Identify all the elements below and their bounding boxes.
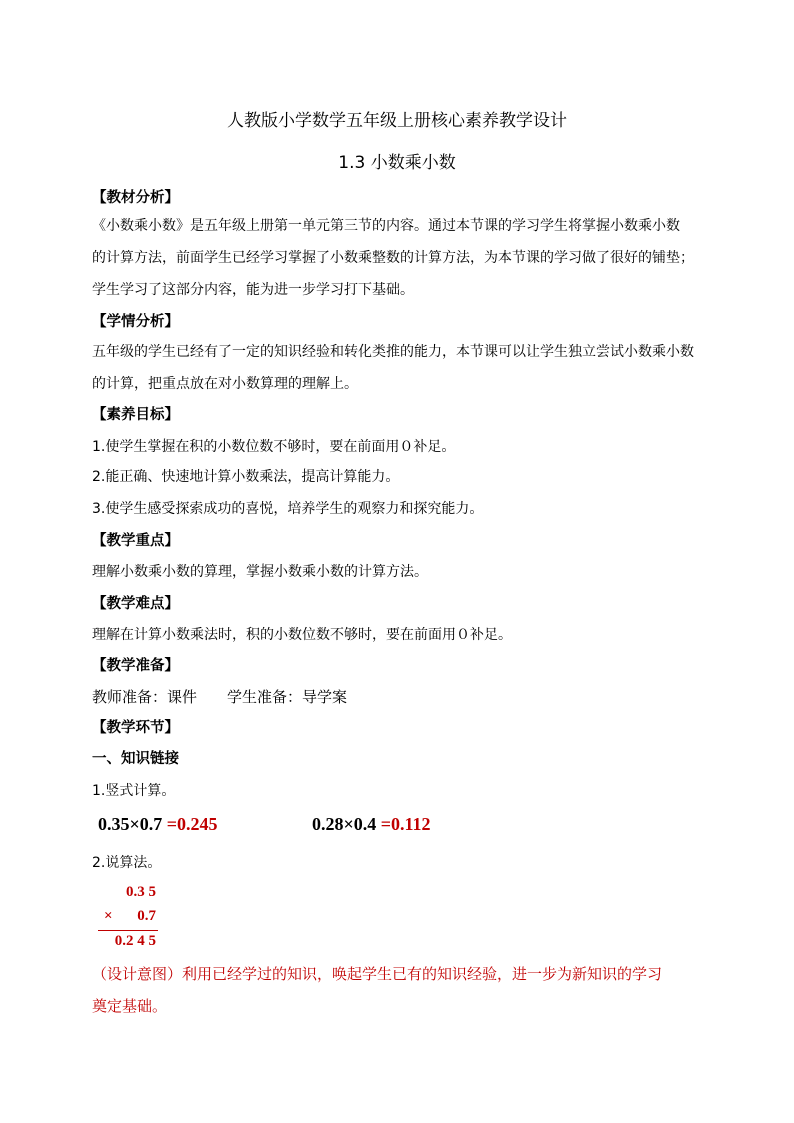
paragraph-textbook-analysis <box>92 210 708 306</box>
vertical-rule <box>98 930 158 931</box>
part1-title: 一、知识链接 <box>92 751 179 767</box>
heading-key-points: 【教学重点】 <box>92 533 179 549</box>
calculation-expression: 0.35×0.7 <box>98 814 167 834</box>
text-line: 《小数乘小数》是五年级上册第一单元第三节的内容。通过本节课的学习学生将掌握小数乘小数 <box>92 218 680 234</box>
vertical-multiplier: 0.7 <box>137 908 156 924</box>
heading-literacy-goals: 【素养目标】 <box>92 407 179 423</box>
difficulties-text: 理解在计算小数乘法时，积的小数位数不够时，要在前面用０补足。 <box>92 627 512 643</box>
heading-difficulties: 【教学难点】 <box>92 596 179 612</box>
design-intent <box>92 958 708 1022</box>
heading-preparation: 【教学准备】 <box>92 658 179 674</box>
text-line: （设计意图）利用已经学过的知识，唤起学生已有的知识经验，进一步为新知识的学习 <box>92 965 663 983</box>
step1-label: 1.竖式计算。 <box>92 783 176 799</box>
heading-teaching-process: 【教学环节】 <box>92 720 179 736</box>
calculation-1 <box>98 814 218 835</box>
document-title: 人教版小学数学五年级上册核心素养教学设计 <box>227 111 567 131</box>
text-line: 奠定基础。 <box>92 997 168 1015</box>
vertical-multiplicand: 0.3 5 <box>126 884 156 900</box>
multiply-sign: × <box>104 908 113 924</box>
calculation-2 <box>312 814 431 835</box>
goal-item-2: 2.能正确、快速地计算小数乘法，提高计算能力。 <box>92 469 400 485</box>
step2-label: 2.说算法。 <box>92 855 162 871</box>
key-points-text: 理解小数乘小数的算理，掌握小数乘小数的计算方法。 <box>92 564 428 580</box>
goal-item-1: 1.使学生掌握在积的小数位数不够时，要在前面用０补足。 <box>92 439 456 455</box>
vertical-product: 0.2 4 5 <box>114 933 156 949</box>
preparation-text: 教师准备：课件 学生准备：导学案 <box>92 688 348 706</box>
calculation-result: =0.112 <box>380 814 431 834</box>
lesson-subtitle: 1.3 小数乘小数 <box>338 153 456 173</box>
calculation-expression: 0.28×0.4 <box>312 814 381 834</box>
text-line: 学生学习了这部分内容，能为进一步学习打下基础。 <box>92 282 414 298</box>
heading-textbook-analysis: 【教材分析】 <box>92 190 179 206</box>
text-line: 的计算，把重点放在对小数算理的理解上。 <box>92 376 358 392</box>
calculation-result: =0.245 <box>166 814 218 834</box>
text-line: 五年级的学生已经有了一定的知识经验和转化类推的能力，本节课可以让学生独立尝试小数乘小数 <box>92 344 694 360</box>
text-line: 的计算方法，前面学生已经学习掌握了小数乘整数的计算方法，为本节课的学习做了很好的铺垫； <box>92 250 694 266</box>
paragraph-student-analysis <box>92 336 708 400</box>
heading-student-analysis: 【学情分析】 <box>92 314 179 330</box>
goal-item-3: 3.使学生感受探索成功的喜悦，培养学生的观察力和探究能力。 <box>92 501 484 517</box>
